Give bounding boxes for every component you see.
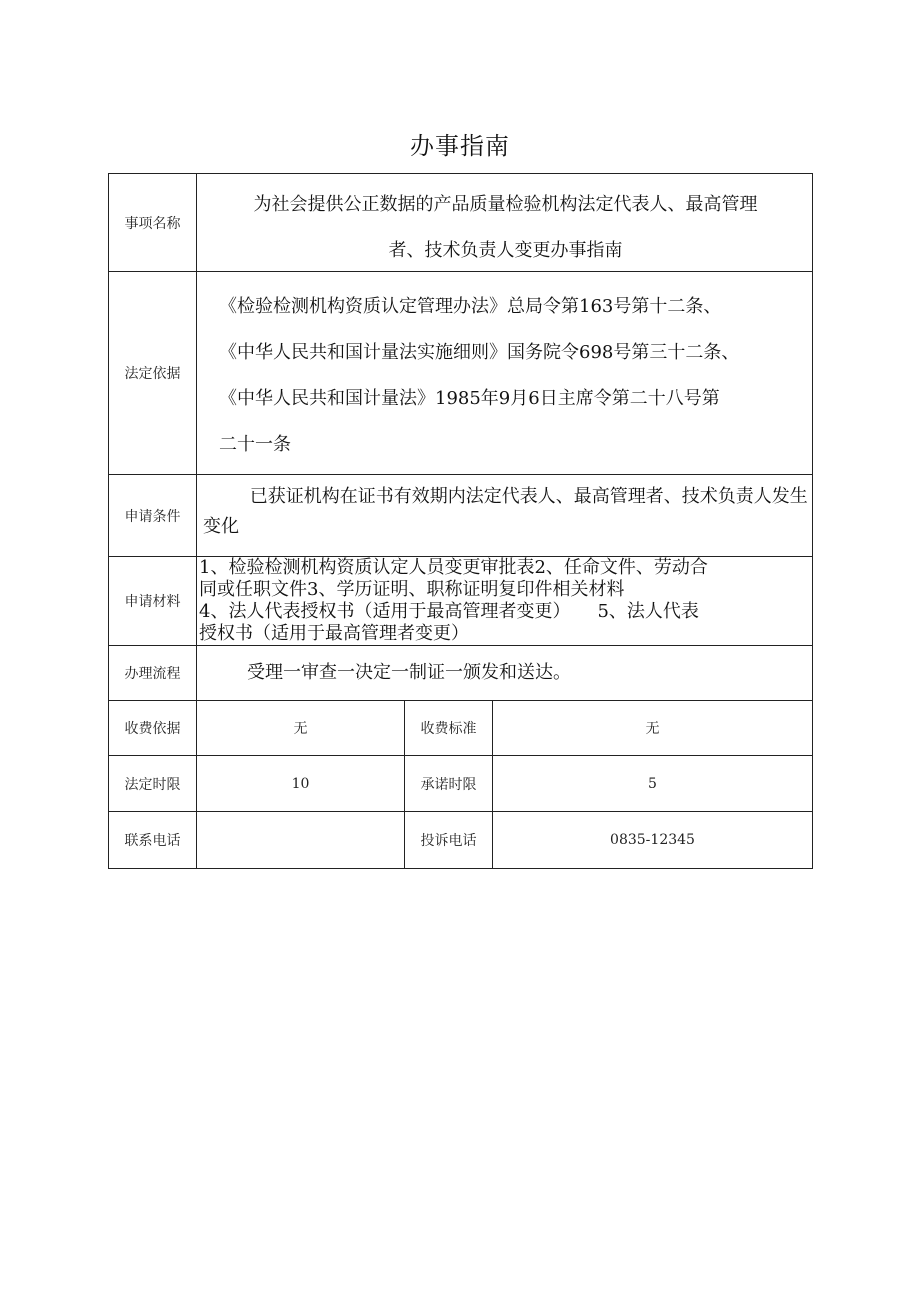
process-value: [197, 646, 813, 701]
legal-basis-label: 法定依据: [109, 272, 197, 475]
row-fees: [109, 701, 813, 756]
legal-basis-line-3: 《中华人民共和国计量法》1985年9月6日主席令第二十八号第: [219, 388, 720, 409]
complaint-phone-label: 投诉电话: [405, 812, 493, 869]
fee-basis-value: 无: [197, 701, 405, 756]
fee-standard-label: 收费标准: [405, 701, 493, 756]
materials-line-1: 1、检验检测机构资质认定人员变更审批表2、任命文件、劳动合: [199, 557, 708, 578]
row-process: [109, 646, 813, 701]
legal-basis-value: [197, 272, 813, 475]
legal-time-label: 法定时限: [109, 756, 197, 812]
row-contact: [109, 812, 813, 869]
contact-phone-value: [197, 812, 405, 869]
page-title: 办事指南: [410, 132, 510, 160]
fee-basis-label: 收费依据: [109, 701, 197, 756]
item-name-line-2: 者、技术负责人变更办事指南: [388, 239, 623, 261]
materials-label: 申请材料: [109, 557, 197, 646]
row-materials: [109, 557, 813, 646]
row-time-limit: [109, 756, 813, 812]
conditions-value: [197, 475, 813, 557]
item-name-label: 事项名称: [109, 174, 197, 272]
contact-phone-label: 联系电话: [109, 812, 197, 869]
guide-table: [108, 173, 813, 869]
materials-line-4: 授权书（适用于最高管理者变更）: [199, 623, 469, 644]
row-conditions: [109, 475, 813, 557]
legal-basis-line-2: 《中华人民共和国计量法实施细则》国务院令698号第三十二条、: [219, 342, 740, 363]
legal-time-value: 10: [197, 756, 405, 812]
materials-line-3: 4、法人代表授权书（适用于最高管理者变更） 5、法人代表: [199, 601, 699, 622]
conditions-label: 申请条件: [109, 475, 197, 557]
fee-standard-value: 无: [493, 701, 813, 756]
legal-basis-line-4: 二十一条: [219, 434, 291, 455]
process-text: 受理一审查一决定一制证一颁发和送达。: [247, 662, 571, 683]
complaint-phone-value: 0835-12345: [493, 812, 813, 869]
item-name-line-1: 为社会提供公正数据的产品质量检验机构法定代表人、最高管理: [253, 193, 758, 215]
promised-time-label: 承诺时限: [405, 756, 493, 812]
materials-value: [197, 557, 813, 646]
legal-basis-line-1: 《检验检测机构资质认定管理办法》总局令第163号第十二条、: [219, 296, 722, 317]
conditions-text: 已获证机构在证书有效期内法定代表人、最高管理者、技术负责人发生变化: [203, 485, 808, 537]
row-item-name: [109, 174, 813, 272]
materials-line-2: 同或任职文件3、学历证明、职称证明复印件相关材料: [199, 579, 625, 600]
item-name-value: [197, 174, 813, 272]
row-legal-basis: [109, 272, 813, 475]
process-label: 办理流程: [109, 646, 197, 701]
promised-time-value: 5: [493, 756, 813, 812]
